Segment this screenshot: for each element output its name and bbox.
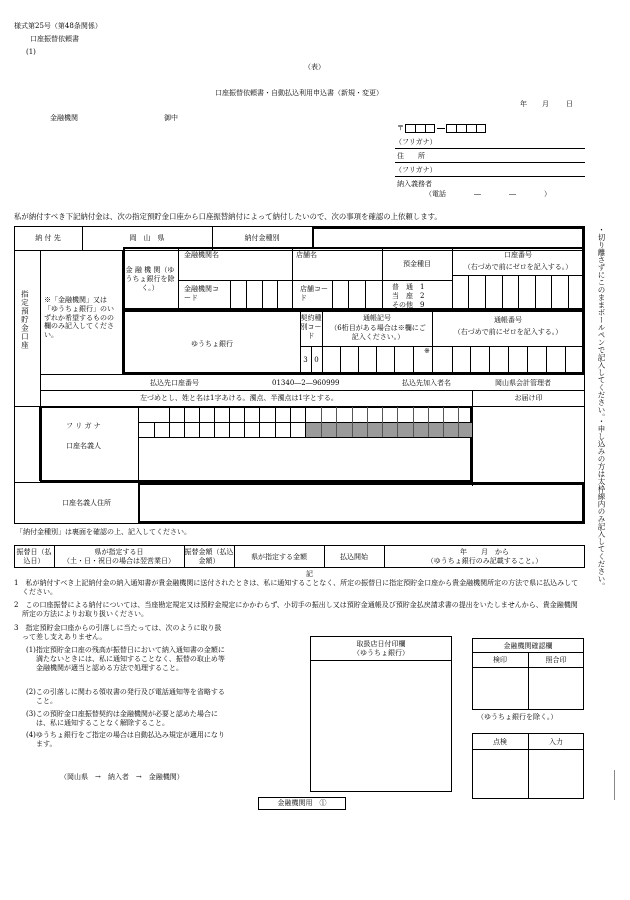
furigana-row-label: フ リ ガ ナ bbox=[66, 422, 101, 430]
footer-copy-label: 金融機関用 ① bbox=[277, 799, 327, 807]
mark-asterisk: ※ bbox=[424, 347, 430, 355]
designated-date-note: （土・日・祝日の場合は翌営業日） bbox=[63, 557, 175, 565]
payment-start-value: 年 月 から bbox=[460, 548, 509, 556]
phone-field: （電話 ― ― ） bbox=[425, 190, 551, 198]
branch-stamp-note: （ゆうちょ銀行） bbox=[353, 649, 409, 657]
input-label: 入力 bbox=[549, 738, 563, 746]
payee-value: 岡 山 県 bbox=[129, 234, 165, 242]
term-2: 2 この口座振替による納付については、当座勘定規定又は預貯金規定にかかわらず、小切手の振出し又は預貯金通帳及び預貯金払戻請求書の提出をいたしませんから、貴金融機関所定の方法によりお取り扱いください。 bbox=[14, 601, 578, 618]
page-title: 口座振替依頼書・自動払込利用申込書（新規・変更） bbox=[215, 89, 383, 97]
bank-name-label: 金融機関名 bbox=[184, 251, 219, 259]
holder-address-input[interactable] bbox=[138, 483, 584, 523]
payment-start-note: （ゆうちょ銀行のみ記載すること。） bbox=[426, 557, 543, 565]
term-3-2: (2)この引落しに関わる領収書の発行及び電話通知等を省略すること。 bbox=[26, 688, 225, 705]
yucho-label: ゆうちょ銀行 bbox=[191, 340, 233, 348]
transfer-date-label: 振替日（払込日） bbox=[16, 548, 52, 565]
payer-label: 納入義務者 bbox=[397, 180, 432, 188]
side-label: （表） bbox=[304, 63, 325, 71]
branch-code-label: 店舗コード bbox=[300, 285, 328, 302]
check-seal-label: 照合印 bbox=[545, 656, 567, 664]
furigana-label-2: （フリガナ） bbox=[395, 166, 437, 174]
furigana-note: 左づめとし、姓と名は1字あける。濁点、半濁点は1字とする。 bbox=[140, 394, 338, 402]
branch-stamp-label: 取扱店日付印欄 bbox=[356, 640, 406, 648]
payment-kind-label: 納付金種別 bbox=[244, 234, 280, 242]
bank-confirm-note: （ゆうちょ銀行を除く。） bbox=[477, 713, 558, 721]
kind-note: 「納付金種別」は裏面を確認の上、記入してください。 bbox=[16, 528, 191, 536]
inspect-label: 点検 bbox=[493, 738, 507, 746]
day-label: 日 bbox=[566, 100, 573, 108]
bank-confirm-label: 金融機関確認欄 bbox=[503, 642, 553, 650]
passbook-number-note: （右づめで前にゼロを記入する。） bbox=[453, 328, 563, 336]
passbook-number-label: 通帳番号 bbox=[494, 316, 522, 324]
account-section-label: 指定預貯金口座 bbox=[20, 290, 30, 350]
payee-label: 納 付 先 bbox=[35, 234, 61, 242]
designated-amount: 県が指定する金額 bbox=[251, 553, 307, 561]
branch-name-label: 店舗名 bbox=[296, 251, 317, 259]
postal-code-first[interactable] bbox=[405, 124, 435, 133]
bank-choice-note: ※「金融機関」又は「ゆうちょ銀行」のいずれか希望するものの欄のみ記入してください。 bbox=[44, 296, 114, 339]
transfer-amount-label: 振替金額（払込金額） bbox=[184, 548, 234, 565]
year-label: 年 bbox=[520, 100, 527, 108]
address-label: 住 所 bbox=[397, 152, 425, 160]
onchu-label: 御中 bbox=[164, 114, 178, 122]
passbook-symbol-label: 通帳記号 bbox=[363, 314, 391, 322]
form-number: 様式第25号（第48条関係） bbox=[14, 22, 102, 30]
contract-code-digit-1: 3 bbox=[303, 356, 308, 364]
account-holder-label: 口座名義人 bbox=[66, 442, 101, 450]
term-3-1: (1)指定預貯金口座の残高が振替日において納入通知書の金額に満たないときには、私に通知することなく、振替の取止め等金融機関が適当と認める方法で処理すること。 bbox=[26, 646, 225, 672]
bank-addressee: 金融機関 bbox=[50, 114, 78, 122]
payee-name-label: 払込先加入者名 bbox=[402, 379, 451, 387]
payment-account-label: 払込先口座番号 bbox=[150, 379, 199, 387]
payment-kind-input[interactable] bbox=[312, 227, 584, 249]
payment-start-label: 払込開始 bbox=[340, 553, 368, 561]
passbook-symbol-note: （6桁目がある場合は※欄にご記入ください。） bbox=[330, 324, 426, 341]
form-sub-number: (1) bbox=[26, 48, 36, 56]
document-flow: （岡山県 → 納入者 → 金融機関） bbox=[60, 773, 184, 781]
holder-address-label: 口座名義人住所 bbox=[62, 499, 111, 507]
form-name: 口座振替依頼書 bbox=[30, 35, 79, 43]
furigana-label-1: （フリガナ） bbox=[395, 138, 437, 146]
side-note: ・切り離さずにこのままボールペンで記入してください。・申し込みの方は太枠線内のみ記入してください。 bbox=[597, 226, 606, 590]
postal-mark: 〒 bbox=[397, 124, 404, 132]
term-1: 1 私が納付すべき上記納付金の納入通知書が貴金融機関に送付されたときは、私に通知することなく、所定の振替日に指定預貯金口座から貴金融機関所定の方法で県に払込みしてください。 bbox=[14, 579, 579, 596]
bank-code-label: 金融機関コード bbox=[184, 285, 219, 302]
kind-ordinary: 普 通 1 bbox=[392, 283, 425, 291]
deposit-kind-label: 預金種目 bbox=[403, 260, 431, 268]
account-number-note: （右づめで前にゼロを記入する。） bbox=[463, 263, 573, 271]
designated-date: 県が指定する日 bbox=[94, 548, 144, 556]
verify-seal-label: 検印 bbox=[493, 656, 507, 664]
holder-input-block bbox=[40, 406, 472, 482]
payee-name: 岡山県会計管理者 bbox=[495, 379, 551, 387]
account-number-label: 口座番号 bbox=[504, 251, 532, 259]
term-3-4: (4)ゆうちょ銀行をご指定の場合は自動払込み規定が適用になります。 bbox=[26, 731, 225, 748]
contract-code-digit-2: 0 bbox=[314, 356, 319, 364]
kind-other: その他 9 bbox=[392, 301, 425, 309]
term-3: 3 指定預貯金口座からの引落しに当たっては、次のように取り扱って差し支えありません。 bbox=[14, 624, 222, 641]
month-label: 月 bbox=[542, 100, 549, 108]
term-3-3: (3)この預貯金口座振替契約は金融機関が必要と認めた場合には、私に通知することなく解除すること。 bbox=[26, 710, 218, 727]
intro-text: 私が納付すべき下記納付金は、次の指定預貯金口座から口座振替納付によって納付したいので、次の事項を確認の上依頼します。 bbox=[14, 212, 442, 221]
payment-account-number: 01340―2―960999 bbox=[272, 379, 340, 387]
kind-current: 当 座 2 bbox=[392, 292, 425, 300]
registered-seal-label: お届け印 bbox=[514, 394, 543, 402]
ki-label: 記 bbox=[306, 570, 313, 578]
financial-institution-label: 金 融 機 関（ゆうちょ銀行を除く。） bbox=[125, 266, 175, 292]
contract-code-label: 契約種別コード bbox=[300, 314, 322, 340]
